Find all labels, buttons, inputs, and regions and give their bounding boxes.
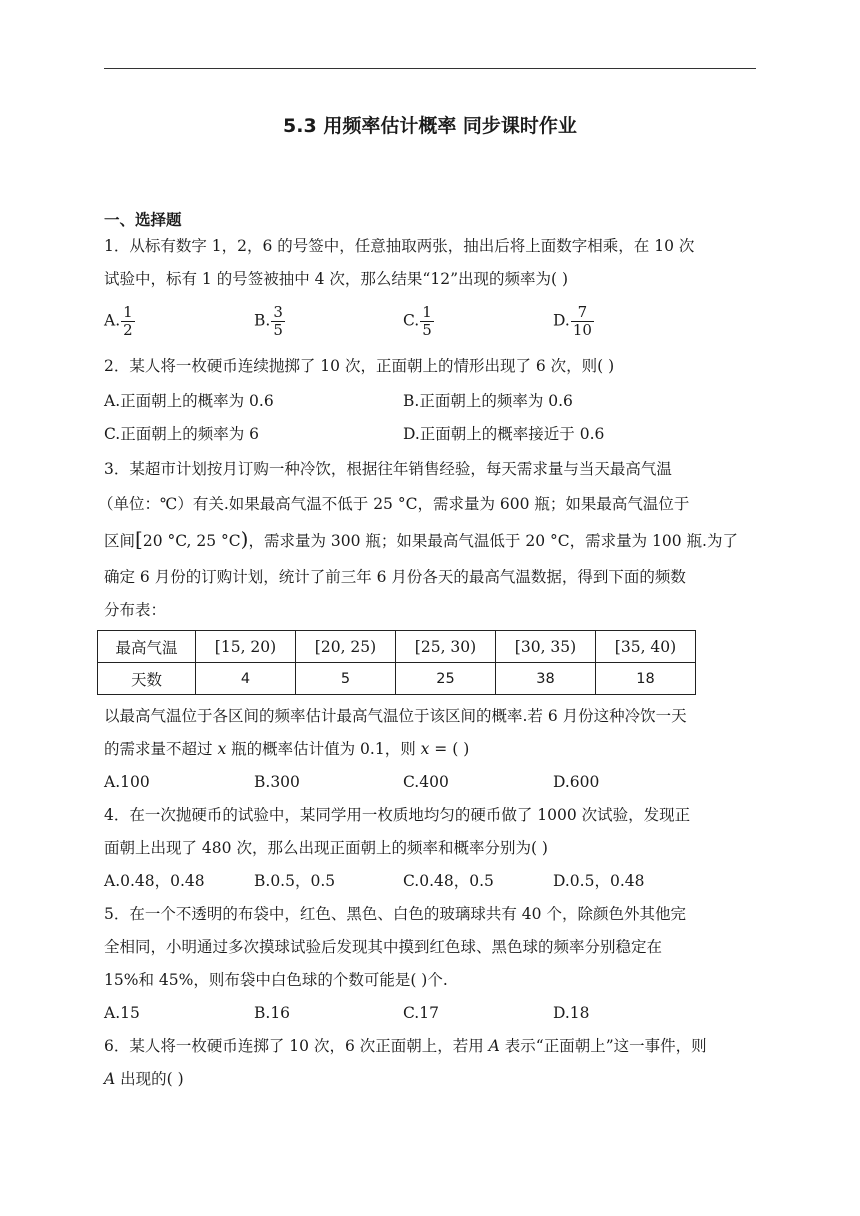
fraction: $\frac{7}{10}$ xyxy=(572,303,592,339)
table-header-cell: [20, 25) xyxy=(296,631,396,663)
q2-option-d[interactable]: D.正面朝上的概率接近于 0.6 xyxy=(403,425,605,443)
q4-line-2: 面朝上出现了 480 次，那么出现正面朝上的频率和概率分别为( ) xyxy=(104,839,548,857)
q3-option-b[interactable]: B.300 xyxy=(254,773,300,791)
q2-option-b[interactable]: B.正面朝上的频率为 0.6 xyxy=(403,392,573,410)
header-rule xyxy=(104,68,756,69)
q3-option-a[interactable]: A.100 xyxy=(104,773,150,791)
table-header-cell: [35, 40) xyxy=(596,631,696,663)
table-header-row xyxy=(98,631,696,663)
q1-option-a[interactable]: A. $\frac{1}{2}$ xyxy=(104,303,133,339)
q5-line-3: 15%和 45%，则布袋中白色球的个数可能是( )个. xyxy=(104,971,448,989)
q2-option-c[interactable]: C.正面朝上的频率为 6 xyxy=(104,425,260,443)
q4-line-1: 4．在一次抛硬币的试验中，某同学用一枚质地均匀的硬币做了 1000 次试验，发现正 xyxy=(104,806,691,824)
fraction: $\frac{1}{5}$ xyxy=(422,303,432,339)
q3-line-2: （单位：℃）有关.如果最高气温不低于 25 °C，需求量为 600 瓶；如果最高气温位于 xyxy=(98,495,690,513)
table-cell: 38 xyxy=(496,663,596,695)
q5-option-b[interactable]: B.16 xyxy=(254,1004,291,1022)
table-cell: 25 xyxy=(396,663,496,695)
q3-line-5: 分布表： xyxy=(104,601,167,619)
q5-option-a[interactable]: A.15 xyxy=(104,1004,140,1022)
q5-option-d[interactable]: D.18 xyxy=(553,1004,590,1022)
q5-line-2: 全相同，小明通过多次摸球试验后发现其中摸到红色球、黑色球的频率分别稳定在 xyxy=(104,938,663,956)
q3-line-3: 区间[20 °C, 25 °C)，需求量为 300 瓶；如果最高气温低于 20 °C，需求量为 100 瓶.为了 xyxy=(104,527,738,551)
frequency-table xyxy=(97,630,696,695)
table-header-cell: [25, 30) xyxy=(396,631,496,663)
table-row-label: 天数 xyxy=(98,663,196,695)
section-heading: 一、选择题 xyxy=(104,211,182,229)
q1-option-b[interactable]: B. $\frac{3}{5}$ xyxy=(254,303,283,339)
q1-line-2: 试验中，标有 1 的号签被抽中 4 次，那么结果“12”出现的频率为( ) xyxy=(104,270,569,288)
table-header-cell: [30, 35) xyxy=(496,631,596,663)
fraction: $\frac{3}{5}$ xyxy=(273,303,283,339)
table-cell: 4 xyxy=(196,663,296,695)
temperature-interval: 20 °C, 25 °C xyxy=(142,532,241,550)
q3-line-1: 3．某超市计划按月订购一种冷饮，根据往年销售经验，每天需求量与当天最高气温 xyxy=(104,460,672,478)
q3-option-c[interactable]: C.400 xyxy=(403,773,449,791)
page-title: 5.3 用频率估计概率 同步课时作业 xyxy=(283,115,577,137)
table-cell: 5 xyxy=(296,663,396,695)
q1-line-1: 1．从标有数字 1，2，6 的号签中，任意抽取两张，抽出后将上面数字相乘，在 10 次 xyxy=(104,237,695,255)
table-cell: 18 xyxy=(596,663,696,695)
q4-option-b[interactable]: B.0.5，0.5 xyxy=(254,872,336,890)
q6-line-1: 6．某人将一枚硬币连掷了 10 次，6 次正面朝上，若用 A 表示“正面朝上”这一事件，则 xyxy=(104,1037,707,1055)
fraction: $\frac{1}{2}$ xyxy=(123,303,133,339)
q1-option-d[interactable]: D. $\frac{7}{10}$ xyxy=(553,303,592,339)
table-header-label: 最高气温 xyxy=(98,631,196,663)
q4-option-a[interactable]: A.0.48，0.48 xyxy=(104,872,205,890)
q5-line-1: 5．在一个不透明的布袋中，红色、黑色、白色的玻璃球共有 40 个，除颜色外其他完 xyxy=(104,905,686,923)
q4-option-c[interactable]: C.0.48，0.5 xyxy=(403,872,494,890)
q3-line-7: 的需求量不超过 x 瓶的概率估计值为 0.1，则 x = ( ) xyxy=(104,740,470,758)
q6-line-2: A 出现的( ) xyxy=(104,1070,184,1088)
q2-line-1: 2．某人将一枚硬币连续抛掷了 10 次，正面朝上的情形出现了 6 次，则( ) xyxy=(104,357,615,375)
table-header-cell: [15, 20) xyxy=(196,631,296,663)
q5-option-c[interactable]: C.17 xyxy=(403,1004,439,1022)
table-row xyxy=(98,663,696,695)
q3-line-6: 以最高气温位于各区间的频率估计最高气温位于该区间的概率.若 6 月份这种冷饮一天 xyxy=(104,707,687,725)
q4-option-d[interactable]: D.0.5，0.48 xyxy=(553,872,645,890)
q3-option-d[interactable]: D.600 xyxy=(553,773,600,791)
q1-option-c[interactable]: C. $\frac{1}{5}$ xyxy=(403,303,432,339)
q3-line-4: 确定 6 月份的订购计划，统计了前三年 6 月份各天的最高气温数据，得到下面的频数 xyxy=(104,568,686,586)
q2-option-a[interactable]: A.正面朝上的概率为 0.6 xyxy=(104,392,274,410)
